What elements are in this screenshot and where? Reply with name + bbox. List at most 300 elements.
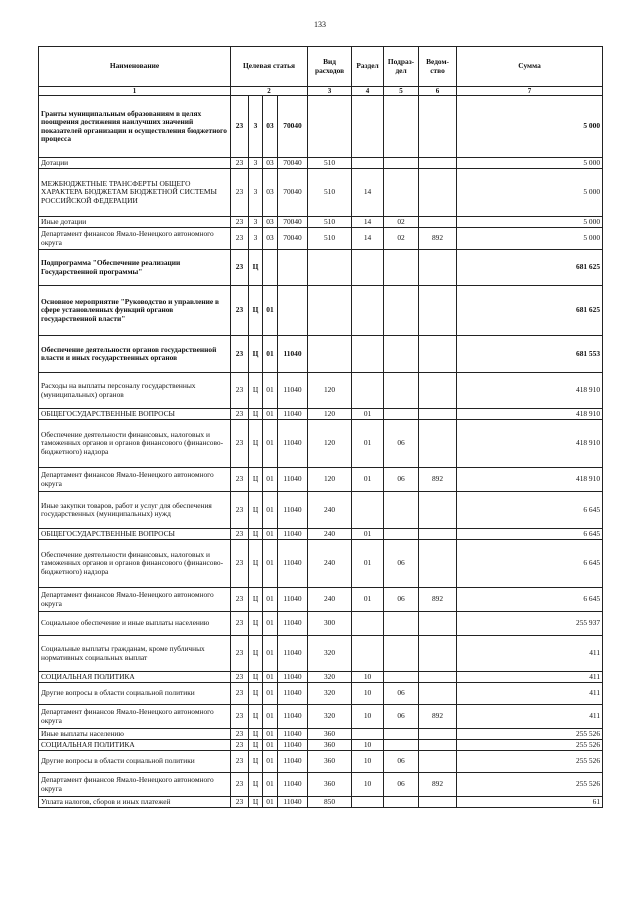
- section-code: 01: [352, 420, 384, 468]
- target-code-subprogram: Ц: [249, 540, 263, 588]
- section-code: 10: [352, 705, 384, 729]
- department-code: [419, 529, 457, 540]
- department-code: 892: [419, 705, 457, 729]
- target-code-direction: 11040: [278, 683, 308, 705]
- col-number: 1: [39, 87, 231, 96]
- department-code: [419, 286, 457, 336]
- target-code-program: 23: [231, 336, 249, 373]
- subsection-code: 06: [384, 705, 419, 729]
- expense-type-code: 360: [308, 751, 352, 773]
- row-name: ОБЩЕГОСУДАРСТВЕННЫЕ ВОПРОСЫ: [39, 529, 231, 540]
- target-code-activity: 01: [263, 612, 278, 636]
- target-code-program: 23: [231, 96, 249, 158]
- row-sum: 61: [457, 797, 603, 808]
- target-code-activity: 01: [263, 705, 278, 729]
- row-sum: 255 937: [457, 612, 603, 636]
- department-code: [419, 158, 457, 169]
- row-sum: 6 645: [457, 540, 603, 588]
- row-sum: 411: [457, 636, 603, 672]
- target-code-subprogram: Ц: [249, 286, 263, 336]
- row-sum: 6 645: [457, 529, 603, 540]
- table-row: [39, 373, 603, 409]
- target-code-subprogram: Ц: [249, 529, 263, 540]
- target-code-program: 23: [231, 228, 249, 250]
- target-code-activity: 01: [263, 773, 278, 797]
- col-number: 2: [231, 87, 308, 96]
- table-row: [39, 250, 603, 286]
- target-code-direction: 70040: [278, 158, 308, 169]
- row-sum: 411: [457, 672, 603, 683]
- row-name: Уплата налогов, сборов и иных платежей: [39, 797, 231, 808]
- subsection-code: 06: [384, 751, 419, 773]
- target-code-direction: 70040: [278, 228, 308, 250]
- table-row: [39, 612, 603, 636]
- subsection-code: [384, 336, 419, 373]
- section-code: 14: [352, 217, 384, 228]
- expense-type-code: 360: [308, 729, 352, 740]
- target-code-direction: 11040: [278, 336, 308, 373]
- target-code-subprogram: Ц: [249, 373, 263, 409]
- subsection-code: [384, 797, 419, 808]
- header-target: Целевая статья: [231, 47, 308, 87]
- row-name: Департамент финансов Ямало-Ненецкого автономного округа: [39, 705, 231, 729]
- header-subsection: Подраз-дел: [384, 47, 419, 87]
- target-code-activity: 01: [263, 797, 278, 808]
- section-code: [352, 797, 384, 808]
- expense-type-code: [308, 336, 352, 373]
- expense-type-code: [308, 96, 352, 158]
- expense-type-code: 240: [308, 492, 352, 529]
- target-code-subprogram: Ц: [249, 409, 263, 420]
- subsection-code: [384, 612, 419, 636]
- subsection-code: 06: [384, 773, 419, 797]
- table-row: [39, 636, 603, 672]
- department-code: [419, 612, 457, 636]
- row-sum: 418 910: [457, 468, 603, 492]
- table-row: [39, 217, 603, 228]
- expense-type-code: 120: [308, 420, 352, 468]
- row-sum: 681 625: [457, 250, 603, 286]
- subsection-code: 06: [384, 468, 419, 492]
- expense-type-code: 510: [308, 228, 352, 250]
- row-sum: 411: [457, 705, 603, 729]
- target-code-program: 23: [231, 683, 249, 705]
- subsection-code: [384, 96, 419, 158]
- row-name: Другие вопросы в области социальной политики: [39, 683, 231, 705]
- row-sum: 6 645: [457, 492, 603, 529]
- subsection-code: 06: [384, 588, 419, 612]
- expense-type-code: 120: [308, 468, 352, 492]
- target-code-subprogram: Ц: [249, 797, 263, 808]
- subsection-code: [384, 286, 419, 336]
- row-sum: 418 910: [457, 420, 603, 468]
- row-name: Иные выплаты населению: [39, 729, 231, 740]
- target-code-direction: 11040: [278, 373, 308, 409]
- target-code-program: 23: [231, 797, 249, 808]
- target-code-subprogram: Ц: [249, 468, 263, 492]
- table-row: [39, 540, 603, 588]
- target-code-activity: 01: [263, 420, 278, 468]
- table-row: [39, 751, 603, 773]
- expense-type-code: [308, 286, 352, 336]
- subsection-code: 06: [384, 683, 419, 705]
- page-number: 133: [314, 20, 326, 29]
- section-code: 10: [352, 773, 384, 797]
- section-code: [352, 492, 384, 529]
- section-code: 10: [352, 740, 384, 751]
- table-row: [39, 588, 603, 612]
- table-row: [39, 773, 603, 797]
- target-code-program: 23: [231, 773, 249, 797]
- expense-type-code: 360: [308, 773, 352, 797]
- target-code-program: 23: [231, 751, 249, 773]
- table-row: [39, 672, 603, 683]
- header-row: [39, 47, 603, 87]
- row-name: Гранты муниципальным образованиям в целях поощрения достижения наилучших значений показателей организации и осуществления бюджетного процесса: [39, 96, 231, 158]
- table-row: [39, 529, 603, 540]
- table-row: [39, 705, 603, 729]
- expense-type-code: 240: [308, 588, 352, 612]
- table-row: [39, 683, 603, 705]
- department-code: 892: [419, 773, 457, 797]
- target-code-subprogram: Ц: [249, 729, 263, 740]
- target-code-direction: 11040: [278, 468, 308, 492]
- row-sum: 255 526: [457, 740, 603, 751]
- subsection-code: [384, 529, 419, 540]
- row-name: Дотации: [39, 158, 231, 169]
- table-row: [39, 336, 603, 373]
- department-code: [419, 797, 457, 808]
- table-row: [39, 420, 603, 468]
- expense-type-code: 360: [308, 740, 352, 751]
- table-row: [39, 468, 603, 492]
- expense-type-code: 300: [308, 612, 352, 636]
- target-code-direction: 11040: [278, 751, 308, 773]
- subsection-code: 02: [384, 217, 419, 228]
- table-row: [39, 169, 603, 217]
- target-code-direction: 11040: [278, 636, 308, 672]
- col-number: 4: [352, 87, 384, 96]
- target-code-direction: 11040: [278, 705, 308, 729]
- row-name: СОЦИАЛЬНАЯ ПОЛИТИКА: [39, 672, 231, 683]
- department-code: 892: [419, 228, 457, 250]
- row-sum: 681 625: [457, 286, 603, 336]
- target-code-activity: 03: [263, 228, 278, 250]
- row-sum: 5 000: [457, 96, 603, 158]
- target-code-activity: 01: [263, 286, 278, 336]
- target-code-activity: 03: [263, 169, 278, 217]
- subsection-code: [384, 169, 419, 217]
- department-code: [419, 672, 457, 683]
- target-code-direction: 11040: [278, 588, 308, 612]
- target-code-activity: 01: [263, 529, 278, 540]
- target-code-direction: 11040: [278, 672, 308, 683]
- table-row: [39, 740, 603, 751]
- expense-type-code: 320: [308, 683, 352, 705]
- department-code: 892: [419, 588, 457, 612]
- col-number: 7: [457, 87, 603, 96]
- department-code: [419, 336, 457, 373]
- budget-table: [38, 46, 603, 808]
- section-code: 01: [352, 588, 384, 612]
- row-name: Департамент финансов Ямало-Ненецкого автономного округа: [39, 773, 231, 797]
- row-sum: 6 645: [457, 588, 603, 612]
- target-code-program: 23: [231, 373, 249, 409]
- table-row: [39, 797, 603, 808]
- row-name: Департамент финансов Ямало-Ненецкого автономного округа: [39, 468, 231, 492]
- target-code-direction: 70040: [278, 96, 308, 158]
- subsection-code: [384, 729, 419, 740]
- department-code: [419, 373, 457, 409]
- target-code-program: 23: [231, 529, 249, 540]
- expense-type-code: 510: [308, 158, 352, 169]
- section-code: [352, 636, 384, 672]
- row-name: Обеспечение деятельности финансовых, налоговых и таможенных органов и органов финансового (финансово-бюджетного) надзора: [39, 420, 231, 468]
- section-code: 01: [352, 540, 384, 588]
- row-name: Основное мероприятие "Руководство и управление в сфере установленных функций органов государственной власти": [39, 286, 231, 336]
- col-number: 3: [308, 87, 352, 96]
- target-code-activity: 03: [263, 96, 278, 158]
- expense-type-code: 320: [308, 672, 352, 683]
- target-code-activity: 01: [263, 540, 278, 588]
- target-code-activity: 01: [263, 409, 278, 420]
- col-number: 5: [384, 87, 419, 96]
- subsection-code: 02: [384, 228, 419, 250]
- subsection-code: [384, 672, 419, 683]
- section-code: [352, 373, 384, 409]
- row-name: Департамент финансов Ямало-Ненецкого автономного округа: [39, 228, 231, 250]
- department-code: [419, 492, 457, 529]
- expense-type-code: 240: [308, 540, 352, 588]
- expense-type-code: 120: [308, 409, 352, 420]
- target-code-program: 23: [231, 420, 249, 468]
- subsection-code: [384, 373, 419, 409]
- target-code-subprogram: 3: [249, 96, 263, 158]
- target-code-activity: 01: [263, 751, 278, 773]
- target-code-activity: 01: [263, 636, 278, 672]
- subsection-code: 06: [384, 420, 419, 468]
- header-type: Вид расходов: [308, 47, 352, 87]
- expense-type-code: 120: [308, 373, 352, 409]
- target-code-direction: 11040: [278, 529, 308, 540]
- row-name: ОБЩЕГОСУДАРСТВЕННЫЕ ВОПРОСЫ: [39, 409, 231, 420]
- row-name: Департамент финансов Ямало-Ненецкого автономного округа: [39, 588, 231, 612]
- department-code: [419, 636, 457, 672]
- target-code-activity: 01: [263, 729, 278, 740]
- header-section: Раздел: [352, 47, 384, 87]
- target-code-activity: 01: [263, 683, 278, 705]
- target-code-program: 23: [231, 286, 249, 336]
- target-code-program: 23: [231, 672, 249, 683]
- target-code-direction: [278, 286, 308, 336]
- target-code-subprogram: Ц: [249, 636, 263, 672]
- target-code-direction: 11040: [278, 540, 308, 588]
- section-code: [352, 250, 384, 286]
- row-sum: 255 526: [457, 773, 603, 797]
- row-name: Иные дотации: [39, 217, 231, 228]
- department-code: [419, 540, 457, 588]
- subsection-code: [384, 740, 419, 751]
- row-sum: 5 000: [457, 158, 603, 169]
- expense-type-code: [308, 250, 352, 286]
- table-row: [39, 492, 603, 529]
- row-sum: 418 910: [457, 409, 603, 420]
- department-code: [419, 96, 457, 158]
- target-code-direction: 11040: [278, 492, 308, 529]
- target-code-subprogram: Ц: [249, 705, 263, 729]
- table-row: [39, 158, 603, 169]
- expense-type-code: 510: [308, 169, 352, 217]
- target-code-program: 23: [231, 250, 249, 286]
- target-code-activity: 03: [263, 158, 278, 169]
- target-code-program: 23: [231, 169, 249, 217]
- target-code-program: 23: [231, 468, 249, 492]
- target-code-subprogram: Ц: [249, 420, 263, 468]
- table-row: [39, 409, 603, 420]
- row-name: Обеспечение деятельности финансовых, налоговых и таможенных органов и органов финансового (финансово-бюджетного) надзора: [39, 540, 231, 588]
- target-code-direction: 70040: [278, 169, 308, 217]
- department-code: [419, 169, 457, 217]
- department-code: [419, 250, 457, 286]
- target-code-activity: 01: [263, 492, 278, 529]
- department-code: 892: [419, 468, 457, 492]
- target-code-direction: 11040: [278, 420, 308, 468]
- row-sum: 411: [457, 683, 603, 705]
- section-code: [352, 158, 384, 169]
- target-code-activity: 03: [263, 217, 278, 228]
- row-name: Иные закупки товаров, работ и услуг для обеспечения государственных (муниципальных) нужд: [39, 492, 231, 529]
- target-code-program: 23: [231, 612, 249, 636]
- target-code-direction: [278, 250, 308, 286]
- target-code-direction: 11040: [278, 729, 308, 740]
- target-code-program: 23: [231, 729, 249, 740]
- target-code-program: 23: [231, 492, 249, 529]
- row-sum: 255 526: [457, 751, 603, 773]
- target-code-direction: 11040: [278, 740, 308, 751]
- section-code: [352, 96, 384, 158]
- department-code: [419, 740, 457, 751]
- col-number: 6: [419, 87, 457, 96]
- target-code-program: 23: [231, 705, 249, 729]
- target-code-direction: 11040: [278, 773, 308, 797]
- target-code-activity: 01: [263, 336, 278, 373]
- row-sum: 5 000: [457, 217, 603, 228]
- target-code-program: 23: [231, 217, 249, 228]
- target-code-activity: 01: [263, 740, 278, 751]
- section-code: [352, 286, 384, 336]
- section-code: [352, 729, 384, 740]
- row-name: Обеспечение деятельности органов государственной власти и иных государственных органов: [39, 336, 231, 373]
- subsection-code: [384, 409, 419, 420]
- target-code-program: 23: [231, 540, 249, 588]
- header-name: Наименование: [39, 47, 231, 87]
- target-code-activity: 01: [263, 468, 278, 492]
- target-code-activity: 01: [263, 588, 278, 612]
- target-code-program: 23: [231, 740, 249, 751]
- department-code: [419, 409, 457, 420]
- row-name: СОЦИАЛЬНАЯ ПОЛИТИКА: [39, 740, 231, 751]
- target-code-subprogram: Ц: [249, 672, 263, 683]
- target-code-subprogram: 3: [249, 217, 263, 228]
- target-code-subprogram: Ц: [249, 683, 263, 705]
- target-code-program: 23: [231, 588, 249, 612]
- target-code-subprogram: 3: [249, 228, 263, 250]
- row-name: Социальные выплаты гражданам, кроме публичных нормативных социальных выплат: [39, 636, 231, 672]
- row-name: Расходы на выплаты персоналу государственных (муниципальных) органов: [39, 373, 231, 409]
- target-code-direction: 11040: [278, 797, 308, 808]
- table-row: [39, 729, 603, 740]
- target-code-activity: 01: [263, 672, 278, 683]
- subsection-code: [384, 492, 419, 529]
- section-code: 14: [352, 169, 384, 217]
- section-code: 14: [352, 228, 384, 250]
- row-name: Подпрограмма "Обеспечение реализации Государственной программы": [39, 250, 231, 286]
- target-code-activity: 01: [263, 373, 278, 409]
- subsection-code: [384, 250, 419, 286]
- target-code-subprogram: Ц: [249, 773, 263, 797]
- expense-type-code: 240: [308, 529, 352, 540]
- row-sum: 5 000: [457, 169, 603, 217]
- row-sum: 255 526: [457, 729, 603, 740]
- section-code: 10: [352, 672, 384, 683]
- department-code: [419, 683, 457, 705]
- target-code-subprogram: Ц: [249, 740, 263, 751]
- target-code-subprogram: Ц: [249, 336, 263, 373]
- section-code: 10: [352, 683, 384, 705]
- target-code-subprogram: Ц: [249, 588, 263, 612]
- row-sum: 681 553: [457, 336, 603, 373]
- section-code: 01: [352, 529, 384, 540]
- target-code-subprogram: 3: [249, 169, 263, 217]
- target-code-direction: 11040: [278, 612, 308, 636]
- department-code: [419, 217, 457, 228]
- department-code: [419, 751, 457, 773]
- subsection-code: [384, 636, 419, 672]
- target-code-subprogram: Ц: [249, 250, 263, 286]
- department-code: [419, 729, 457, 740]
- target-code-subprogram: Ц: [249, 751, 263, 773]
- section-code: 01: [352, 409, 384, 420]
- expense-type-code: 850: [308, 797, 352, 808]
- row-sum: 5 000: [457, 228, 603, 250]
- subsection-code: [384, 158, 419, 169]
- target-code-subprogram: Ц: [249, 492, 263, 529]
- target-code-direction: 11040: [278, 409, 308, 420]
- header-sum: Сумма: [457, 47, 603, 87]
- target-code-activity: [263, 250, 278, 286]
- expense-type-code: 510: [308, 217, 352, 228]
- row-name: МЕЖБЮДЖЕТНЫЕ ТРАНСФЕРТЫ ОБЩЕГО ХАРАКТЕРА БЮДЖЕТАМ БЮДЖЕТНОЙ СИСТЕМЫ РОССИЙСКОЙ ФЕДЕРАЦИИ: [39, 169, 231, 217]
- row-sum: 418 910: [457, 373, 603, 409]
- expense-type-code: 320: [308, 636, 352, 672]
- section-code: 01: [352, 468, 384, 492]
- section-code: [352, 336, 384, 373]
- target-code-direction: 70040: [278, 217, 308, 228]
- table-row: [39, 286, 603, 336]
- table-row: [39, 228, 603, 250]
- target-code-subprogram: 3: [249, 158, 263, 169]
- section-code: [352, 612, 384, 636]
- target-code-program: 23: [231, 158, 249, 169]
- target-code-program: 23: [231, 409, 249, 420]
- row-name: Социальное обеспечение и иные выплаты населению: [39, 612, 231, 636]
- expense-type-code: 320: [308, 705, 352, 729]
- section-code: 10: [352, 751, 384, 773]
- column-number-row: [39, 87, 603, 96]
- subsection-code: 06: [384, 540, 419, 588]
- target-code-program: 23: [231, 636, 249, 672]
- header-dept: Ведом-ство: [419, 47, 457, 87]
